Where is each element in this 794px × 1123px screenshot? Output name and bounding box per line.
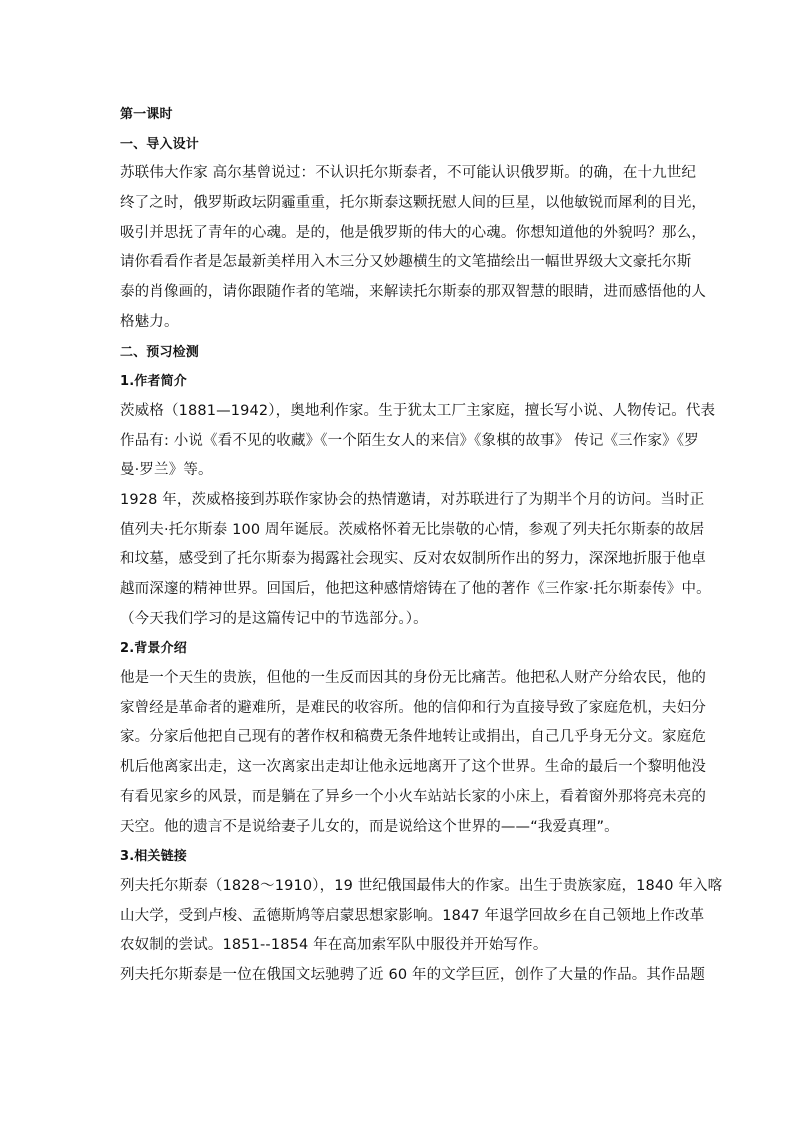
paragraph-line: 家。分家后他把自己现有的著作权和稿费无条件地转让或捐出，自己几乎身无分文。家庭危 [120, 729, 706, 746]
paragraph-line: 家曾经是革命者的避难所，是难民的收容所。他的信仰和行为直接导致了家庭危机，夫妇分 [120, 699, 706, 716]
subheading-author: 1.作者简介 [120, 374, 187, 390]
paragraph-line: 山大学，受到卢梭、孟德斯鸠等启蒙思想家影响。1847 年退学回故乡在自己领地上作改革 [120, 907, 705, 924]
paragraph-line: 天空。他的遗言不是说给妻子儿女的，而是说给这个世界的——“我爱真理”。 [120, 818, 619, 835]
paragraph-line: 泰的肖像画的，请你跟随作者的笔端，来解读托尔斯泰的那双智慧的眼睛，进而感悟他的人 [120, 284, 706, 301]
paragraph-line: 有看见家乡的风景，而是躺在了异乡一个小火车站站长家的小床上，看着窗外那将亮未亮的 [120, 788, 706, 805]
section-heading-preview: 二、预习检测 [120, 344, 199, 360]
paragraph-line: 曼·罗兰》等。 [120, 462, 213, 479]
paragraph-line: 列夫托尔斯泰是一位在俄国文坛驰骋了近 60 年的文学巨匠，创作了大量的作品。其作品题 [120, 966, 705, 983]
paragraph-line: 值列夫·托尔斯泰 100 周年诞辰。茨威格怀着无比崇敬的心情，参观了列夫托尔斯泰的故居 [120, 521, 705, 538]
document-page [120, 100, 723, 991]
subheading-links: 3.相关链接 [120, 849, 187, 865]
section-heading-intro: 一、导入设计 [120, 136, 199, 152]
paragraph-line: 列夫托尔斯泰（1828～1910），19 世纪俄国最伟大的作家。出生于贵族家庭，1840 年入喀 [120, 877, 723, 894]
paragraph-line: 农奴制的尝试。1851--1854 年在高加索军队中服役并开始写作。 [120, 937, 548, 954]
paragraph-line: 和坟墓，感受到了托尔斯泰为揭露社会现实、反对农奴制所作出的努力，深深地折服于他卓 [120, 551, 706, 568]
paragraph-line: 1928 年，茨威格接到苏联作家协会的热情邀请，对苏联进行了为期半个月的访问。当时正 [120, 491, 705, 508]
paragraph-line: 终了之时，俄罗斯政坛阴霾重重，托尔斯泰这颗抚慰人间的巨星，以他敏锐而犀利的目光， [120, 195, 706, 212]
paragraph-line: 茨威格（1881—1942），奥地利作家。生于犹太工厂主家庭，擅长写小说、人物传记。代表 [120, 402, 716, 419]
paragraph-line: 他是一个天生的贵族，但他的一生反而因其的身份无比痛苦。他把私人财产分给农民，他的 [120, 670, 706, 687]
subheading-background: 2.背景介绍 [120, 641, 187, 657]
paragraph-line: 机后他离家出走，这一次离家出走却让他永远地离开了这个世界。生命的最后一个黎明他没 [120, 759, 706, 776]
paragraph-line: 吸引并思抚了青年的心魂。是的，他是俄罗斯的伟大的心魂。你想知道他的外貌吗？那么， [120, 224, 706, 241]
paragraph-line: 作品有: 小说《看不见的收藏》《一个陌生女人的来信》《象棋的故事》 传记《三作家》《罗 [120, 432, 699, 449]
lesson-title: 第一课时 [120, 107, 173, 122]
paragraph-line: 格魅力。 [120, 313, 179, 330]
paragraph-line: （今天我们学习的是这篇传记中的节选部分。）。 [120, 610, 428, 627]
paragraph-line: 苏联伟大作家 高尔基曾说过：不认识托尔斯泰者，不可能认识俄罗斯。的确，在十九世纪 [120, 165, 697, 182]
paragraph-line: 越而深邃的精神世界。回国后，他把这种感情熔铸在了他的著作《三作家·托尔斯泰传》中。 [120, 581, 711, 597]
paragraph-line: 请你看看作者是怎最新美样用入木三分又妙趣横生的文笔描绘出一幅世界级大文豪托尔斯 [120, 254, 692, 271]
